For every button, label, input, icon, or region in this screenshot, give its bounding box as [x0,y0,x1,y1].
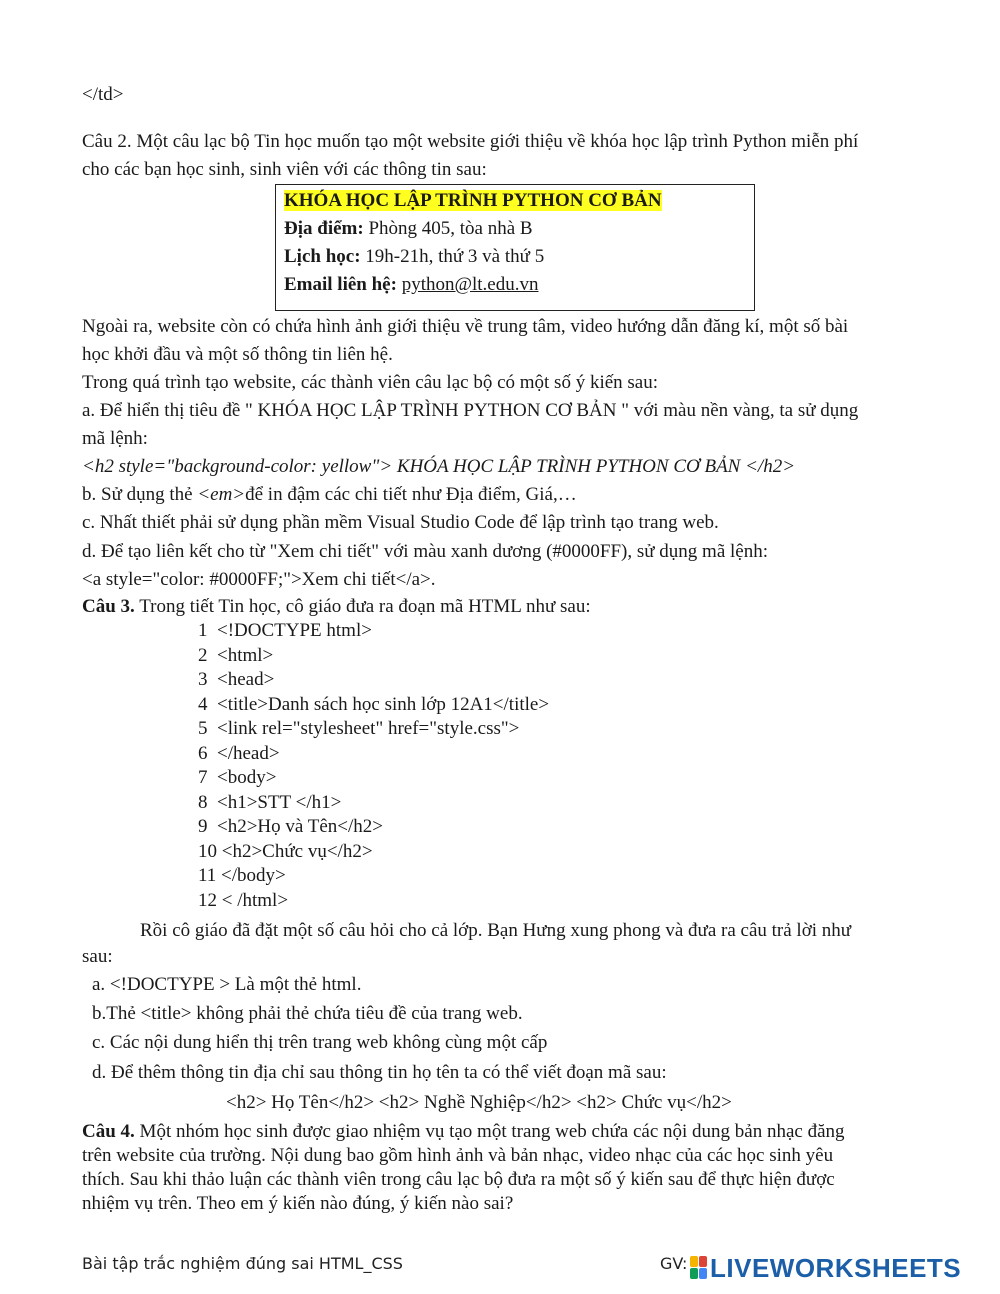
q2-option-a-line-2: mã lệnh: [82,428,148,449]
q2-line-1: Câu 2. Một câu lạc bộ Tin học muốn tạo một website giới thiệu về khóa học lập trình Python miễn phí [82,131,859,152]
q2-option-b-post: để in đậm các chi tiết như Địa điểm, Giá,… [245,484,577,505]
top-code-fragment: </td> [82,84,124,105]
q2-para1-line-2: học khởi đầu và một số thông tin liên hệ. [82,344,393,365]
code-line: 3 <head> [198,669,275,690]
q2-option-d-line-1: d. Để tạo liên kết cho từ "Xem chi tiết" với màu xanh dương (#0000FF), sử dụng mã lệnh: [82,541,769,562]
location-label: Địa điểm: [284,218,364,239]
code-line: 1 <!DOCTYPE html> [198,620,372,641]
liveworksheets-watermark [690,1253,990,1283]
code-line: 6 </head> [198,742,280,764]
q3-option-d-code: <h2> Họ Tên</h2> <h2> Nghề Nghiệp</h2> <h2> Chức vụ</h2> [226,1092,732,1113]
q3-after-line-2: sau: [82,946,113,967]
q2-option-a-code: <h2 style="background-color: yellow"> KHÓA HỌC LẬP TRÌNH PYTHON CƠ BẢN </h2> [82,456,796,477]
code-line: 5 <link rel="stylesheet" href="style.css"> [198,718,520,739]
q2-option-a-line-1: a. Để hiển thị tiêu đề " KHÓA HỌC LẬP TRÌNH PYTHON CƠ BẢN " với màu nền vàng, ta sử dụng [82,400,859,421]
q4-line-2: trên website của trường. Nội dung bao gồm hình ảnh và bản nhạc, video nhạc của các học sinh yêu [82,1145,834,1166]
schedule-label: Lịch học: [284,246,361,267]
code-line: 7 <body> [198,767,277,788]
email-link[interactable]: python@lt.edu.vn [401,274,539,295]
q3-option-d: d. Để thêm thông tin địa chỉ sau thông tin họ tên ta có thể viết đoạn mã sau: [92,1062,667,1083]
code-line: 2 <html> [198,644,274,666]
liveworksheets-logo-icon [690,1256,708,1280]
q3-option-a: a. <!DOCTYPE > Là một thẻ html. [92,974,362,995]
q2-option-c: c. Nhất thiết phải sử dụng phần mềm Visual Studio Code để lập trình tạo trang web. [82,512,719,533]
location-value: Phòng 405, tòa nhà B [363,218,533,239]
q2-option-d-line-2: <a style="color: #0000FF;">Xem chi tiết</a>. [82,569,436,590]
code-line: 10 <h2>Chức vụ</h2> [198,840,373,862]
q2-option-b-pre: b. Sử dụng thẻ [82,484,198,505]
footer-teacher: GV: [660,1254,688,1273]
code-line: 8 <h1>STT </h1> [198,791,342,813]
q4-line-4: nhiệm vụ trên. Theo em ý kiến nào đúng, ý kiến nào sai? [82,1193,514,1214]
q3-option-c: c. Các nội dung hiển thị trên trang web không cùng một cấp [92,1032,548,1053]
code-line: 9 <h2>Họ và Tên</h2> [198,816,383,837]
liveworksheets-brand: LIVEWORKSHEETS [710,1253,962,1283]
q4-line-3: thích. Sau khi thảo luận các thành viên trong câu lạc bộ đưa ra một số ý kiến sau để thực hiện được [82,1169,835,1190]
q2-line-2: cho các bạn học sinh, sinh viên với các thông tin sau: [82,159,487,180]
q3-after-line-1: Rồi cô giáo đã đặt một số câu hỏi cho cả lớp. Bạn Hưng xung phong và đưa ra câu trả lời như [140,920,852,941]
schedule-value: 19h-21h, thứ 3 và thứ 5 [360,246,545,267]
q3-intro: Trong tiết Tin học, cô giáo đưa ra đoạn mã HTML như sau: [134,596,591,617]
q2-option-b-em: <em> [197,484,246,505]
course-title: KHÓA HỌC LẬP TRÌNH PYTHON CƠ BẢN [284,190,662,211]
q3-option-b: b.Thẻ <title> không phải thẻ chứa tiêu đề của trang web. [92,1003,523,1024]
course-info-box [275,184,755,311]
q2-para1-line-1: Ngoài ra, website còn có chứa hình ảnh giới thiệu về trung tâm, video hướng dẫn đăng kí, một số bài [82,316,849,337]
code-line: 4 <title>Danh sách học sinh lớp 12A1</title> [198,693,550,715]
code-line: 12 < /html> [198,889,289,911]
q2-para2: Trong quá trình tạo website, các thành viên câu lạc bộ có một số ý kiến sau: [82,372,659,393]
q4-label: Câu 4. [82,1121,135,1142]
footer-title: Bài tập trắc nghiệm đúng sai HTML_CSS [82,1254,403,1273]
q3-label: Câu 3. [82,596,135,617]
q4-line-1: Một nhóm học sinh được giao nhiệm vụ tạo một trang web chứa các nội dung bản nhạc đăng [134,1121,845,1142]
email-label: Email liên hệ: [284,274,397,295]
code-line: 11 </body> [198,865,286,886]
